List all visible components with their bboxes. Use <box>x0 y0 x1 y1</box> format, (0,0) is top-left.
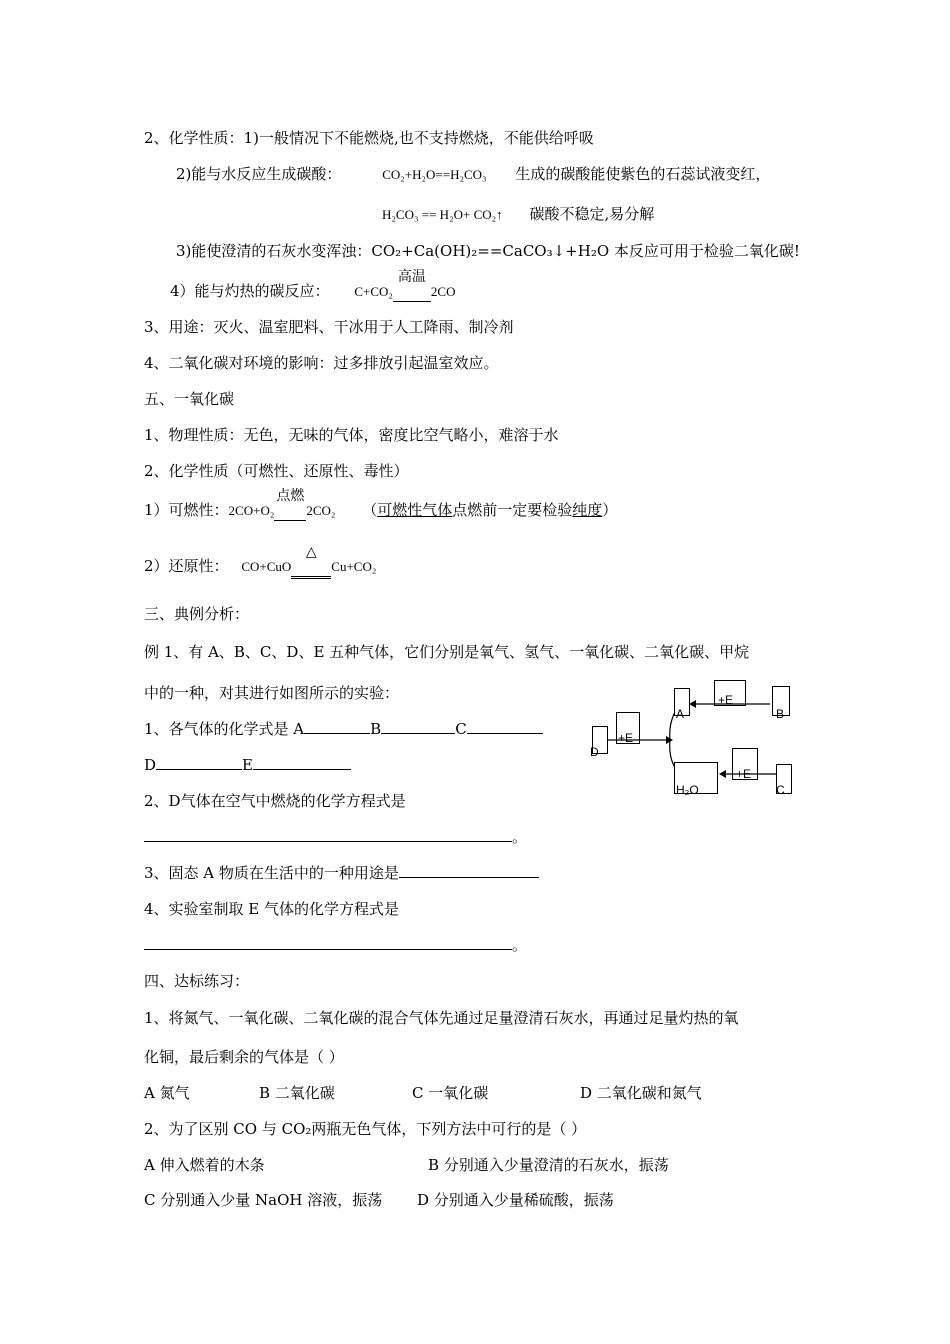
practice-q1-option-d[interactable]: D 二氧化碳和氮气 <box>580 1084 702 1102</box>
diagram-label-d: D <box>590 745 599 759</box>
diagram-label-b: B <box>776 707 785 721</box>
q1-label-e: E <box>242 756 253 774</box>
co2-uses: 3、用途：灭火、温室肥料、干冰用于人工降雨、制冷剂 <box>144 318 514 336</box>
experiment-diagram <box>580 680 800 800</box>
example-q3: 3、固态 A 物质在生活中的一种用途是 <box>144 864 399 882</box>
example-q4-answer-line <box>144 935 527 955</box>
example-question-line1: 例 1、有 A、B、C、D、E 五种气体，它们分别是氧气、氢气、一氧化碳、二氧化碳、甲烷 <box>144 643 750 661</box>
diagram-label-h2o: H₂O <box>676 783 699 797</box>
practice-q1-option-b[interactable]: B 二氧化碳 <box>259 1084 335 1102</box>
q1-label-d: D <box>144 756 157 774</box>
answer-blank-c[interactable] <box>467 719 543 734</box>
answer-blank-b[interactable] <box>381 719 455 734</box>
co2-chem-line3-post: 碳酸不稳定,易分解 <box>529 205 655 223</box>
answer-blank-q2[interactable] <box>144 827 512 842</box>
example-q2: 2、D气体在空气中燃烧的化学方程式是 <box>144 792 406 810</box>
co-physical: 1、物理性质：无色，无味的气体，密度比空气略小，难溶于水 <box>144 426 559 444</box>
co2-environment: 4、二氧化碳对环境的影响：过多排放引起温室效应。 <box>144 354 499 372</box>
example-q4: 4、实验室制取 E 气体的化学方程式是 <box>144 900 400 918</box>
example-q1-line <box>144 719 543 739</box>
practice-q1-option-c[interactable]: C 一氧化碳 <box>412 1084 489 1102</box>
ignite-label: 点燃 <box>276 488 305 504</box>
q1-label-a: 1、各气体的化学式是 A <box>144 720 305 738</box>
co-combustion-rhs: 2CO₂ <box>306 503 336 518</box>
co2-chem-line4: 3)能使澄清的石灰水变浑浊：CO₂+Ca(OH)₂==CaCO₃↓+H₂O 本反应可用于检验二氧化碳! <box>176 242 800 260</box>
co-combustion-pre: 1）可燃性： <box>144 501 229 519</box>
heat-condition <box>291 544 331 579</box>
diagram-label-plus-e-mid: +E <box>618 731 634 745</box>
practice-q2-line: 2、为了区别 CO 与 CO₂两瓶无色气体，下列方法中可行的是（ ） <box>144 1120 587 1138</box>
carbon-reaction-lhs: C+CO₂ <box>354 284 393 299</box>
practice-q1-line2: 化铜，最后剩余的气体是（ ） <box>144 1048 344 1066</box>
example-heading: 三、典例分析： <box>144 605 250 623</box>
example-q3-line <box>144 863 539 883</box>
answer-blank-e[interactable] <box>253 755 351 770</box>
practice-q2-option-b[interactable]: B 分别通入少量澄清的石灰水，振荡 <box>428 1156 669 1174</box>
co-reduction-line <box>144 544 377 579</box>
practice-q2-option-d[interactable]: D 分别通入少量稀硫酸，振荡 <box>417 1191 614 1209</box>
carbon-reaction-rhs: 2CO <box>430 284 456 299</box>
diagram-label-plus-e-bot: +E <box>736 767 752 781</box>
high-temp-condition <box>393 269 431 302</box>
co-combustion-note-mid: 点燃前一定要检验 <box>452 501 573 519</box>
q1-label-c: C <box>455 720 467 738</box>
answer-blank-a[interactable] <box>304 719 370 734</box>
co2-water-equation: CO₂+H₂O==H₂CO₃ <box>382 167 487 182</box>
q1-label-b: B <box>370 720 382 738</box>
co-combustion-line <box>144 488 618 521</box>
co2-chem-line2-post: 生成的碳酸能使紫色的石蕊试液变红， <box>515 165 771 183</box>
practice-heading: 四、达标练习： <box>144 972 250 990</box>
q4-period: 。 <box>512 936 528 954</box>
practice-q1-option-a[interactable]: A 氮气 <box>144 1084 190 1102</box>
co-combustion-note-flammable: 可燃性气体 <box>377 501 453 519</box>
answer-blank-q3[interactable] <box>399 863 539 878</box>
co-combustion-note-purity: 纯度 <box>572 501 603 519</box>
co2-chem-line5-pre: 4）能与灼热的碳反应： <box>170 282 330 300</box>
co2-chem-line5 <box>170 269 456 302</box>
answer-blank-d[interactable] <box>156 755 242 770</box>
example-q1-line2 <box>144 755 351 775</box>
practice-q1-line1: 1、将氮气、一氧化碳、二氧化碳的混合气体先通过足量澄清石灰水，再通过足量灼热的氧 <box>144 1009 739 1027</box>
high-temp-label: 高温 <box>397 269 426 285</box>
diagram-label-plus-e-top: +E <box>718 693 734 707</box>
co-combustion-note-close: ） <box>602 501 618 519</box>
co2-chem-line3 <box>382 204 654 225</box>
practice-q2-option-a[interactable]: A 伸入燃着的木条 <box>144 1156 265 1174</box>
co-reduction-rhs: Cu+CO₂ <box>331 559 377 574</box>
answer-blank-q4[interactable] <box>144 935 512 950</box>
diagram-label-a: A <box>676 707 685 721</box>
practice-q2-option-c[interactable]: C 分别通入少量 NaOH 溶液，振荡 <box>144 1191 383 1209</box>
diagram-label-c: C <box>776 783 785 797</box>
co-combustion-lhs: 2CO+O₂ <box>228 503 275 518</box>
co-reduction-lhs: CO+CuO <box>241 559 292 574</box>
q2-period: 。 <box>512 828 528 846</box>
co-reduction-pre: 2）还原性： <box>144 557 229 575</box>
co2-chem-line2-pre: 2)能与水反应生成碳酸： <box>176 165 342 183</box>
co2-chem-line2 <box>176 164 770 185</box>
co-combustion-note-open: （ <box>362 501 378 519</box>
co-chemical: 2、化学性质（可燃性、还原性、毒性） <box>144 462 409 480</box>
co-heading: 五、一氧化碳 <box>144 390 235 408</box>
co2-chem-line1: 2、化学性质：1)一般情况下不能燃烧,也不支持燃烧，不能供给呼吸 <box>144 129 594 147</box>
example-question-line2: 中的一种，对其进行如图所示的实验： <box>144 684 400 702</box>
carbonic-acid-decomp-equation: H₂CO₃ == H₂O+ CO₂↑ <box>382 207 503 222</box>
heat-label: △ <box>305 544 317 560</box>
ignite-condition <box>274 488 306 521</box>
example-q2-answer-line <box>144 827 527 847</box>
